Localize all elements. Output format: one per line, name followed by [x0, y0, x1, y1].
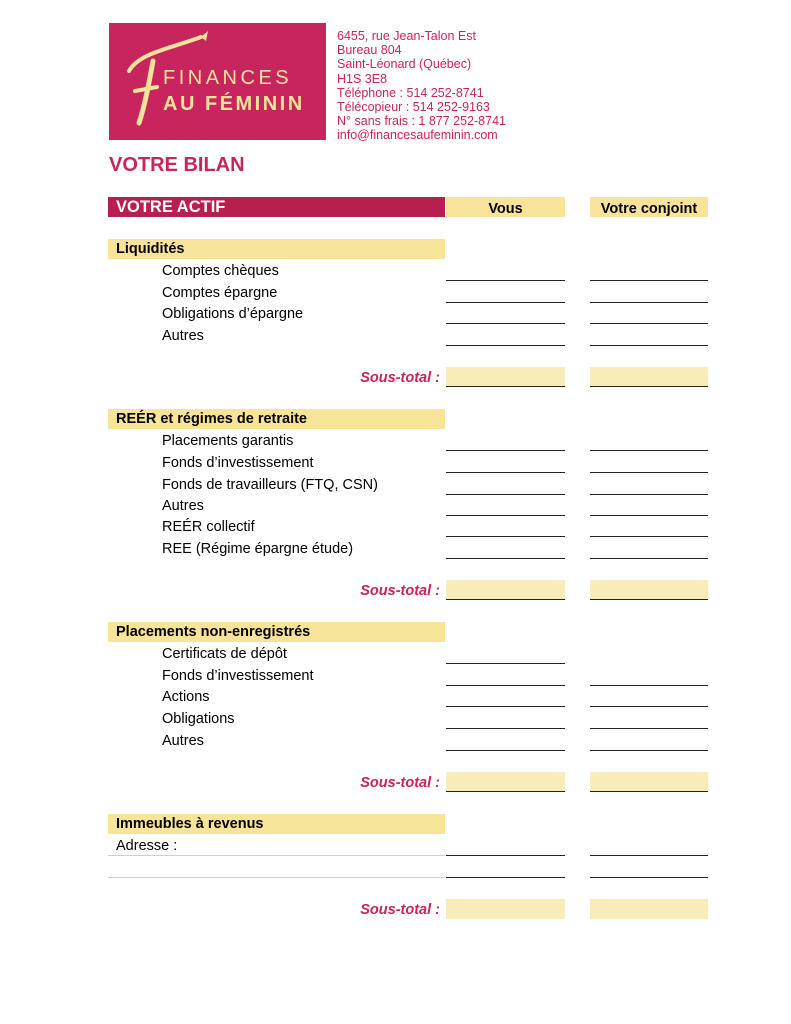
input-line-vous[interactable]	[446, 472, 565, 473]
item-certificats-depot: Certificats de dépôt	[162, 646, 287, 662]
subtotal-field-conjoint[interactable]	[590, 899, 708, 919]
input-line-conjoint[interactable]	[590, 536, 708, 537]
subtotal-field-vous[interactable]	[446, 367, 565, 387]
subtotal-field-vous[interactable]	[446, 772, 565, 792]
item-comptes-cheques: Comptes chèques	[162, 263, 279, 279]
input-line-conjoint[interactable]	[590, 706, 708, 707]
contact-email[interactable]: info@financesaufeminin.com	[337, 128, 498, 143]
contact-city: Saint-Léonard (Québec)	[337, 57, 472, 72]
item-obligations: Obligations	[162, 711, 235, 727]
input-line-conjoint[interactable]	[590, 494, 708, 495]
input-line-vous[interactable]	[446, 877, 565, 878]
item-fonds-investissement: Fonds d’investissement	[162, 668, 314, 684]
input-line-vous[interactable]	[446, 685, 565, 686]
subtotal-field-vous[interactable]	[446, 899, 565, 919]
input-line-conjoint[interactable]	[590, 323, 708, 324]
input-line-conjoint[interactable]	[590, 750, 708, 751]
input-line-conjoint[interactable]	[590, 345, 708, 346]
contact-toll-free: N° sans frais : 1 877 252-8741	[337, 114, 506, 129]
column-header-conjoint: Votre conjoint	[590, 197, 708, 217]
input-line-conjoint[interactable]	[590, 302, 708, 303]
item-fonds-travailleurs: Fonds de travailleurs (FTQ, CSN)	[162, 477, 378, 493]
input-line-vous[interactable]	[446, 280, 565, 281]
input-line-vous[interactable]	[446, 345, 565, 346]
logo-word-finances: FINANCES	[163, 67, 293, 89]
logo-word-au-feminin: AU FÉMININ	[163, 93, 305, 115]
contact-postal-code: H1S 3E8	[337, 71, 388, 86]
address-line[interactable]	[108, 877, 445, 878]
input-line-vous[interactable]	[446, 494, 565, 495]
contact-phone: Téléphone : 514 252-8741	[337, 85, 484, 100]
address-line[interactable]	[108, 855, 445, 856]
subtotal-field-vous[interactable]	[446, 580, 565, 600]
item-comptes-epargne: Comptes épargne	[162, 285, 278, 301]
item-ree: REE (Régime épargne étude)	[162, 541, 354, 557]
input-line-conjoint[interactable]	[590, 472, 708, 473]
item-autres: Autres	[162, 328, 204, 344]
item-fonds-investissement: Fonds d’investissement	[162, 455, 314, 471]
contact-fax: Télécopieur : 514 252-9163	[337, 100, 490, 115]
subtotal-label: Sous-total :	[360, 370, 440, 386]
item-reer-collectif: REÉR collectif	[162, 519, 255, 535]
subtotal-field-conjoint[interactable]	[590, 580, 708, 600]
section-header-placements: Placements non-enregistrés	[108, 622, 445, 642]
item-placements-garantis: Placements garantis	[162, 433, 294, 449]
contact-suite: Bureau 804	[337, 43, 402, 58]
item-actions: Actions	[162, 689, 210, 705]
subtotal-field-conjoint[interactable]	[590, 367, 708, 387]
subtotal-field-conjoint[interactable]	[590, 772, 708, 792]
input-line-conjoint[interactable]	[590, 877, 708, 878]
page-title: VOTRE BILAN	[109, 154, 245, 176]
input-line-vous[interactable]	[446, 750, 565, 751]
contact-info	[337, 29, 506, 143]
item-autres: Autres	[162, 498, 204, 514]
column-header-vous: Vous	[446, 197, 565, 217]
section-header-liquidites: Liquidités	[108, 239, 445, 259]
input-line-vous[interactable]	[446, 663, 565, 664]
item-obligations-epargne: Obligations d’épargne	[162, 306, 304, 322]
actif-header: VOTRE ACTIF	[108, 197, 445, 217]
input-line-vous[interactable]	[446, 558, 565, 559]
section-header-immeubles: Immeubles à revenus	[108, 814, 445, 834]
contact-street: 6455, rue Jean-Talon Est	[337, 29, 476, 43]
input-line-conjoint[interactable]	[590, 855, 708, 856]
subtotal-label: Sous-total :	[360, 902, 440, 918]
subtotal-label: Sous-total :	[360, 775, 440, 791]
input-line-vous[interactable]	[446, 706, 565, 707]
subtotal-label: Sous-total :	[360, 583, 440, 599]
input-line-vous[interactable]	[446, 515, 565, 516]
section-header-reer: REÉR et régimes de retraite	[108, 409, 445, 429]
input-line-conjoint[interactable]	[590, 280, 708, 281]
input-line-vous[interactable]	[446, 323, 565, 324]
input-line-vous[interactable]	[446, 855, 565, 856]
input-line-vous[interactable]	[446, 536, 565, 537]
company-logo	[109, 23, 326, 140]
input-line-vous[interactable]	[446, 728, 565, 729]
input-line-conjoint[interactable]	[590, 450, 708, 451]
input-line-conjoint[interactable]	[590, 728, 708, 729]
input-line-conjoint[interactable]	[590, 515, 708, 516]
item-autres: Autres	[162, 733, 204, 749]
input-line-vous[interactable]	[446, 450, 565, 451]
address-label: Adresse :	[116, 838, 178, 854]
input-line-vous[interactable]	[446, 302, 565, 303]
input-line-conjoint[interactable]	[590, 558, 708, 559]
input-line-conjoint[interactable]	[590, 685, 708, 686]
